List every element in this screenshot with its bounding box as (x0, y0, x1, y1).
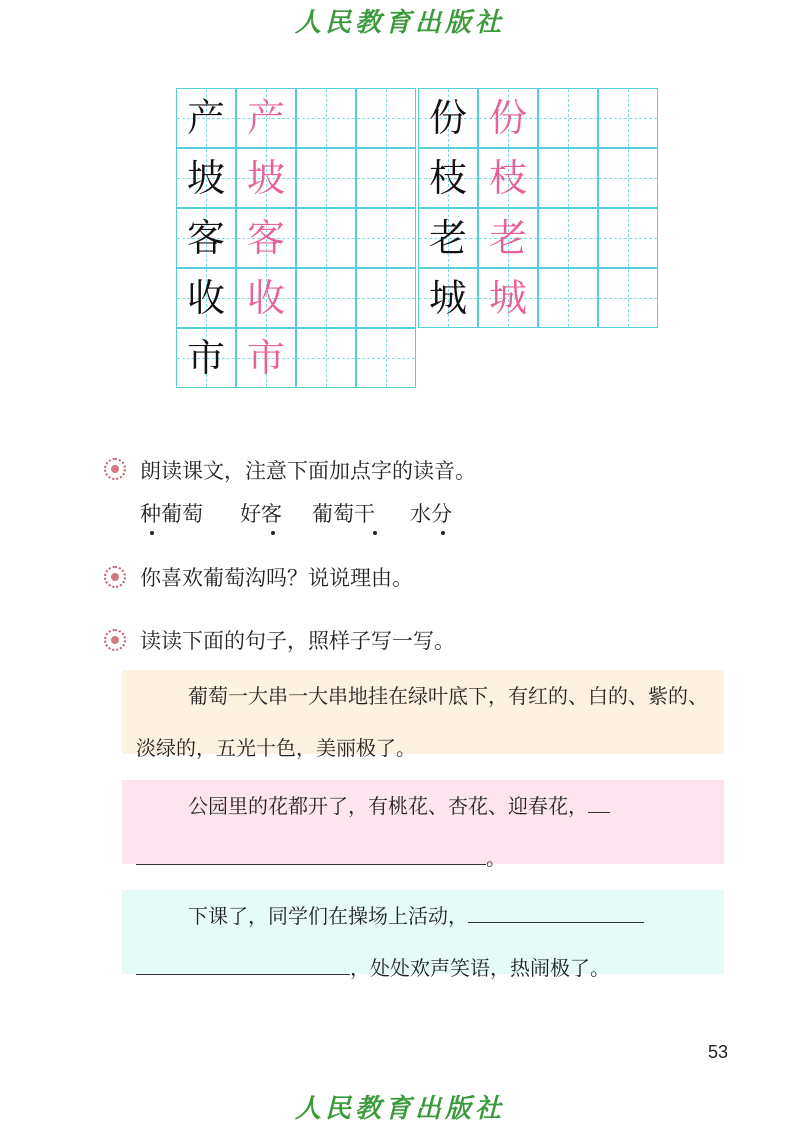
example-sentence-box (122, 670, 724, 760)
grid-cell-blank (296, 208, 356, 268)
writing-prompt-box (122, 890, 724, 980)
answer-blank[interactable] (468, 904, 644, 923)
emphasis-dot (150, 531, 154, 535)
word-item: 葡萄干 (312, 502, 375, 526)
answer-blank[interactable] (136, 956, 350, 975)
prompt-text: 下课了，同学们在操场上活动， (188, 904, 468, 928)
writing-prompt (136, 780, 710, 832)
grid-cell-model: 老 (418, 208, 478, 268)
flower-bullet-icon (104, 458, 126, 480)
grid-cell-trace: 城 (478, 268, 538, 328)
flower-bullet-icon (104, 566, 126, 588)
grid-cell-blank (296, 88, 356, 148)
grid-cell-trace: 市 (236, 328, 296, 388)
grid-cell-blank (598, 268, 658, 328)
answer-blank[interactable] (588, 794, 610, 813)
exercise-instruction: 你喜欢葡萄沟吗？说说理由。 (140, 566, 413, 590)
grid-cell-blank (356, 148, 416, 208)
grid-cell-blank (296, 268, 356, 328)
word-item: 水分 (410, 502, 452, 526)
grid-cell-trace: 份 (478, 88, 538, 148)
grid-cell-model: 客 (176, 208, 236, 268)
grid-cell-blank (296, 328, 356, 388)
prompt-end: 。 (486, 846, 506, 870)
grid-cell-blank (538, 148, 598, 208)
writing-prompt-box (122, 780, 724, 870)
example-sentence: 葡萄一大串一大串地挂在绿叶底下，有红的、白的、紫的、淡绿的，五光十色，美丽极了。 (136, 684, 708, 760)
publisher-header: 人民教育出版社 (294, 8, 505, 38)
prompt-end: ，处处欢声笑语，热闹极了。 (350, 956, 610, 980)
emphasis-dot (373, 531, 377, 535)
grid-cell-model: 城 (418, 268, 478, 328)
grid-cell-model: 产 (176, 88, 236, 148)
prompt-text: 公园里的花都开了，有桃花、杏花、迎春花， (188, 794, 588, 818)
grid-cell-trace: 老 (478, 208, 538, 268)
word-item: 种葡萄 (140, 502, 203, 526)
emphasis-dot (271, 531, 275, 535)
grid-cell-blank (356, 268, 416, 328)
page-number: 53 (708, 1042, 729, 1062)
grid-cell-trace: 坡 (236, 148, 296, 208)
grid-cell-blank (598, 148, 658, 208)
grid-cell-trace: 枝 (478, 148, 538, 208)
exercise-instruction: 读读下面的句子，照样子写一写。 (140, 629, 455, 653)
grid-cell-blank (356, 328, 416, 388)
flower-bullet-icon (104, 629, 126, 651)
grid-cell-blank (598, 208, 658, 268)
grid-cell-trace: 收 (236, 268, 296, 328)
grid-cell-blank (538, 208, 598, 268)
grid-cell-model: 坡 (176, 148, 236, 208)
grid-cell-model: 市 (176, 328, 236, 388)
answer-blank[interactable] (136, 846, 486, 865)
writing-prompt (136, 890, 710, 942)
writing-prompt-cont (136, 942, 710, 994)
grid-cell-model: 份 (418, 88, 478, 148)
grid-cell-blank (356, 88, 416, 148)
exercise-instruction: 朗读课文，注意下面加点字的读音。 (140, 459, 476, 483)
grid-cell-blank (356, 208, 416, 268)
grid-cell-model: 收 (176, 268, 236, 328)
grid-cell-blank (598, 88, 658, 148)
emphasis-dot (441, 531, 445, 535)
grid-cell-blank (538, 268, 598, 328)
publisher-footer: 人民教育出版社 (294, 1094, 505, 1124)
grid-cell-blank (538, 88, 598, 148)
grid-cell-trace: 客 (236, 208, 296, 268)
grid-cell-trace: 产 (236, 88, 296, 148)
grid-cell-model: 枝 (418, 148, 478, 208)
writing-prompt-cont (136, 832, 710, 884)
word-item: 好客 (240, 502, 282, 526)
grid-cell-blank (296, 148, 356, 208)
